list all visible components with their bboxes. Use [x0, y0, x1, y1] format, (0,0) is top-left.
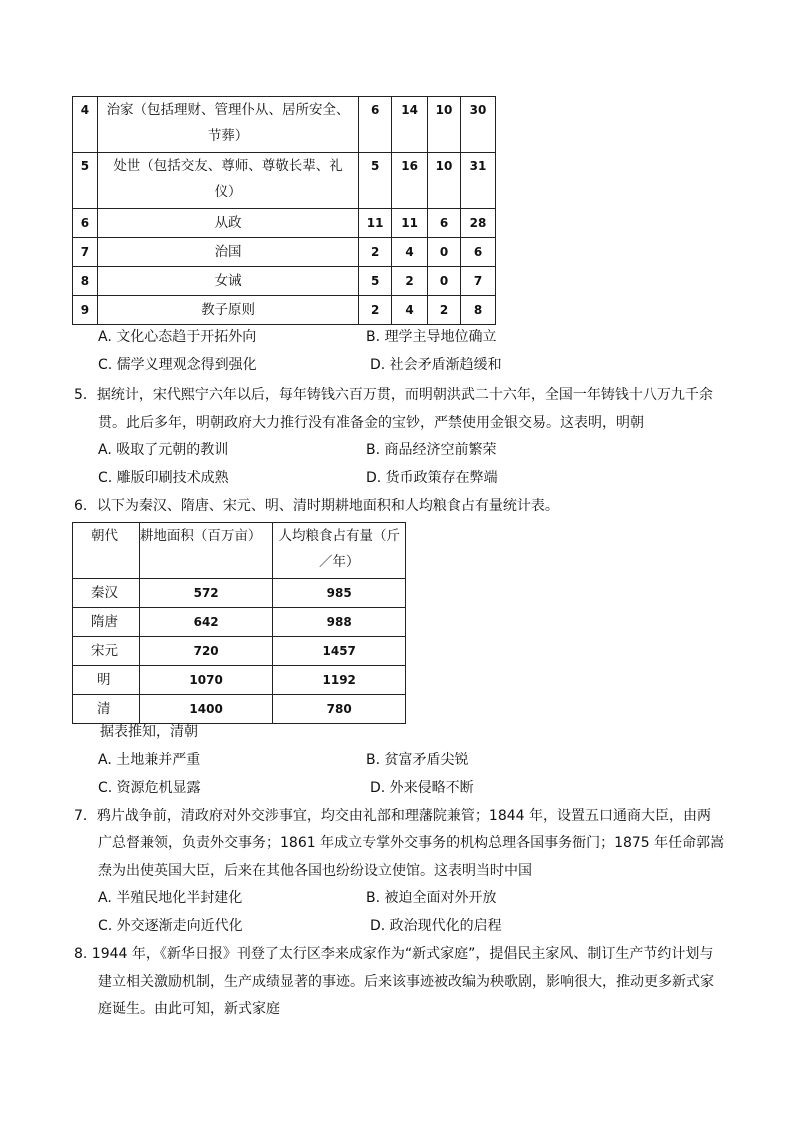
row-item: 治家（包括理财、管理仆从、居所安全、 节葬） [97, 97, 358, 153]
q8-stem-line2: 建立相关激励机制，生产成绩显著的事迹。后来该事迹被改编为秧歌剧，影响很大，推动更多新式家 [98, 974, 714, 990]
cell-value: 6 [461, 238, 496, 267]
row-item: 教子原则 [97, 296, 358, 325]
cell-value: 16 [392, 153, 428, 209]
header-grain: 人均粮食占有量（斤 ／年） [273, 523, 406, 579]
table-header-row [73, 523, 406, 579]
cell-value: 2 [359, 296, 392, 325]
q6-option-c[interactable]: C. 资源危机显露 [98, 780, 201, 796]
q6-option-d[interactable]: D. 外来侵略不断 [370, 780, 474, 796]
table-row [73, 695, 406, 724]
cell-value: 0 [428, 238, 461, 267]
q7-option-b[interactable]: B. 被迫全面对外开放 [366, 890, 497, 906]
q5-stem-line2: 贯。此后多年，明朝政府大力推行没有准备金的宝钞，严禁使用金银交易。这表明，明朝 [98, 415, 644, 431]
cell-value: 7 [461, 267, 496, 296]
cell-value: 2 [392, 267, 428, 296]
cell-value: 2 [359, 238, 392, 267]
q6-after-text: 据表推知，清朝 [100, 724, 198, 740]
cell-value: 5 [359, 267, 392, 296]
table-row [73, 579, 406, 608]
table-row [73, 209, 496, 238]
family-instruction-table [72, 96, 496, 325]
table-row [73, 637, 406, 666]
q4-option-a[interactable]: A. 文化心态趋于开拓外向 [98, 329, 257, 345]
cell-value: 5 [359, 153, 392, 209]
q6-stem: 6．以下为秦汉、隋唐、宋元、明、清时期耕地面积和人均粮食占有量统计表。 [74, 498, 559, 514]
row-item: 治国 [97, 238, 358, 267]
q6-option-a[interactable]: A. 土地兼并严重 [98, 752, 201, 768]
q6-option-b[interactable]: B. 贫富矛盾尖锐 [366, 752, 469, 768]
header-area: 耕地面积（百万亩） [139, 523, 273, 579]
cell-area: 642 [139, 608, 273, 637]
cell-value: 0 [428, 267, 461, 296]
cell-value: 30 [461, 97, 496, 153]
table-row [73, 296, 496, 325]
cell-era: 宋元 [73, 637, 140, 666]
cell-value: 28 [461, 209, 496, 238]
q7-option-d[interactable]: D. 政治现代化的启程 [370, 918, 502, 934]
q8-stem-line3: 庭诞生。由此可知，新式家庭 [98, 1001, 280, 1017]
cell-value: 10 [428, 153, 461, 209]
cell-grain: 1192 [273, 666, 406, 695]
cell-grain: 988 [273, 608, 406, 637]
cell-grain: 780 [273, 695, 406, 724]
table-row [73, 608, 406, 637]
row-item: 从政 [97, 209, 358, 238]
table-row [73, 666, 406, 695]
row-item: 处世（包括交友、尊师、尊敬长辈、礼 仪） [97, 153, 358, 209]
cell-value: 4 [392, 296, 428, 325]
cell-value: 14 [392, 97, 428, 153]
q7-stem-line2: 广总督兼领，负责外交事务；1861 年成立专掌外交事务的机构总理各国事务衙门；1875 年任命郭嵩 [98, 835, 725, 851]
q5-option-c[interactable]: C. 雕版印刷技术成熟 [98, 470, 229, 486]
cell-grain: 985 [273, 579, 406, 608]
table-row [73, 238, 496, 267]
cell-area: 720 [139, 637, 273, 666]
cell-era: 秦汉 [73, 579, 140, 608]
row-item: 女诫 [97, 267, 358, 296]
table-row [73, 153, 496, 209]
row-number: 4 [73, 97, 98, 153]
header-era: 朝代 [73, 523, 140, 579]
q5-option-d[interactable]: D. 货币政策存在弊端 [366, 470, 498, 486]
cell-value: 31 [461, 153, 496, 209]
cell-grain: 1457 [273, 637, 406, 666]
cell-value: 10 [428, 97, 461, 153]
cell-era: 明 [73, 666, 140, 695]
q4-option-b[interactable]: B. 理学主导地位确立 [366, 329, 497, 345]
table-row [73, 267, 496, 296]
cell-value: 2 [428, 296, 461, 325]
cell-area: 1070 [139, 666, 273, 695]
row-number: 7 [73, 238, 98, 267]
q7-option-c[interactable]: C. 外交逐渐走向近代化 [98, 918, 243, 934]
q5-option-b[interactable]: B. 商品经济空前繁荣 [366, 442, 497, 458]
table-row [73, 97, 496, 153]
grain-statistics-table [72, 522, 406, 724]
cell-value: 4 [392, 238, 428, 267]
q7-stem-line1: 7．鸦片战争前，清政府对外交涉事宜，均交由礼部和理藩院兼管；1844 年，设置五口通商大臣，由两 [74, 808, 711, 824]
cell-value: 11 [392, 209, 428, 238]
cell-era: 清 [73, 695, 140, 724]
q7-option-a[interactable]: A. 半殖民地化半封建化 [98, 890, 243, 906]
cell-era: 隋唐 [73, 608, 140, 637]
cell-value: 6 [359, 97, 392, 153]
cell-value: 11 [359, 209, 392, 238]
q5-option-a[interactable]: A. 吸取了元朝的教训 [98, 442, 229, 458]
row-number: 9 [73, 296, 98, 325]
q4-option-c[interactable]: C. 儒学义理观念得到强化 [98, 357, 257, 373]
cell-area: 572 [139, 579, 273, 608]
cell-value: 8 [461, 296, 496, 325]
row-number: 5 [73, 153, 98, 209]
row-number: 8 [73, 267, 98, 296]
q5-stem-line1: 5．据统计，宋代熙宁六年以后，每年铸钱六百万贯，而明朝洪武二十六年，全国一年铸钱十八万九千余 [74, 387, 713, 403]
cell-area: 1400 [139, 695, 273, 724]
q7-stem-line3: 焘为出使英国大臣，后来在其他各国也纷纷设立使馆。这表明当时中国 [98, 863, 532, 879]
row-number: 6 [73, 209, 98, 238]
cell-value: 6 [428, 209, 461, 238]
q4-option-d[interactable]: D. 社会矛盾渐趋缓和 [370, 357, 502, 373]
q8-stem-line1: 8. 1944 年，《新华日报》刊登了太行区李来成家作为“新式家庭”，提倡民主家风、制订生产节约计划与 [74, 946, 714, 962]
